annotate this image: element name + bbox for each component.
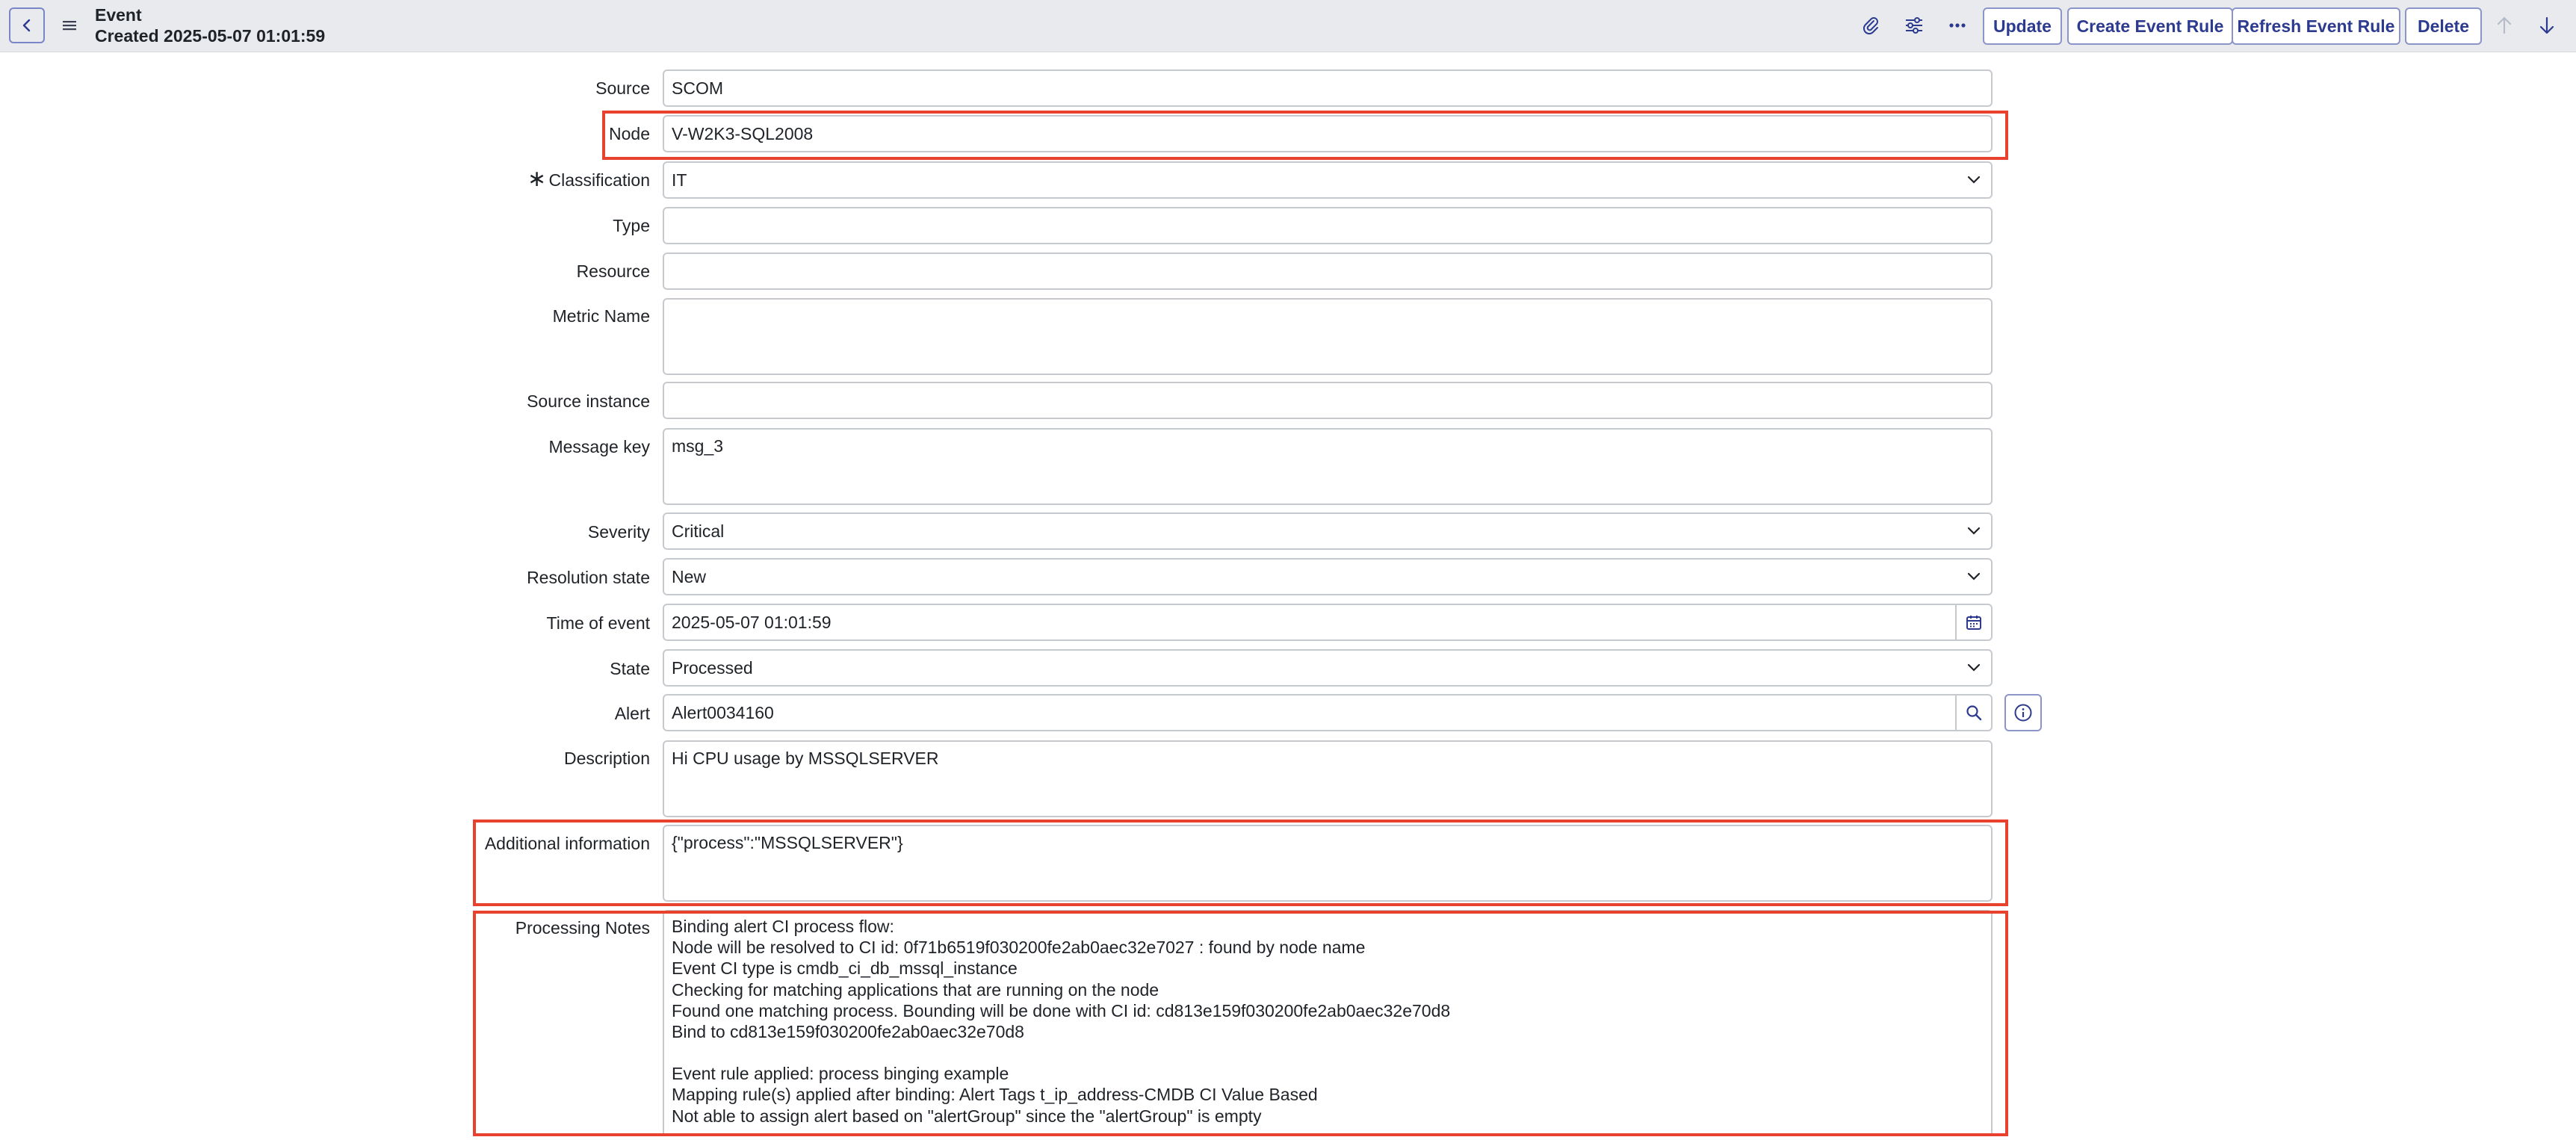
chevron-down-icon	[1966, 570, 1982, 583]
attachment-icon[interactable]	[1858, 13, 1883, 38]
resolution-state-label: Resolution state	[527, 568, 650, 587]
arrow-down-icon[interactable]	[2534, 13, 2560, 38]
form-header	[0, 0, 2576, 52]
processing-notes-line: Event CI type is cmdb_ci_db_mssql_instance	[672, 958, 1018, 979]
back-icon	[19, 18, 34, 33]
time-of-event-value: 2025-05-07 01:01:59	[672, 613, 832, 632]
record-title	[95, 4, 325, 46]
chevron-down-icon	[1966, 173, 1982, 187]
metric-name-label: Metric Name	[552, 306, 650, 326]
message-key-value: msg_3	[672, 436, 724, 456]
chevron-down-icon	[1966, 661, 1982, 675]
source-instance-field[interactable]	[663, 382, 1993, 419]
classification-select[interactable]	[663, 161, 1993, 199]
source-label: Source	[595, 78, 650, 98]
additional-information-field[interactable]	[663, 825, 1993, 902]
time-of-event-field[interactable]	[663, 604, 1957, 641]
alert-lookup-button[interactable]	[1955, 694, 1993, 731]
severity-select[interactable]	[663, 512, 1993, 550]
resource-field[interactable]	[663, 253, 1993, 290]
settings-sliders-icon[interactable]	[1901, 13, 1927, 38]
back-button[interactable]	[9, 7, 45, 43]
created-timestamp: Created 2025-05-07 01:01:59	[95, 26, 326, 46]
description-value: Hi CPU usage by MSSQLSERVER	[672, 749, 939, 768]
processing-notes-line: Event rule applied: process binging example	[672, 1064, 1009, 1084]
alert-value: Alert0034160	[672, 703, 774, 722]
delete-button[interactable]: Delete	[2405, 7, 2482, 45]
processing-notes-line: Bind to cd813e159f030200fe2ab0aec32e70d8	[672, 1022, 1024, 1042]
calendar-button[interactable]	[1955, 604, 1993, 641]
alert-field[interactable]	[663, 694, 1957, 731]
alert-label: Alert	[614, 704, 650, 723]
source-instance-label: Source instance	[527, 391, 650, 411]
processing-notes-field[interactable]	[663, 910, 1993, 1136]
resolution-state-value: New	[672, 567, 707, 586]
search-icon	[1965, 704, 1983, 722]
description-field[interactable]	[663, 740, 1993, 817]
info-icon	[2013, 703, 2033, 722]
calendar-icon	[1965, 613, 1983, 631]
required-mark: ∗	[527, 167, 547, 191]
time-of-event-label: Time of event	[546, 613, 650, 633]
processing-notes-line	[672, 1042, 1991, 1063]
state-label: State	[610, 659, 650, 678]
page-title: Event	[95, 5, 142, 25]
processing-notes-label: Processing Notes	[515, 918, 650, 938]
severity-value: Critical	[672, 521, 725, 541]
alert-info-button[interactable]	[2004, 694, 2042, 731]
state-select[interactable]	[663, 649, 1993, 687]
create-event-rule-button[interactable]: Create Event Rule	[2067, 7, 2233, 45]
message-key-field[interactable]	[663, 428, 1993, 505]
arrow-up-icon[interactable]	[2492, 13, 2517, 38]
more-icon[interactable]	[1945, 13, 1970, 38]
type-label: Type	[613, 216, 650, 235]
state-value: Processed	[672, 658, 753, 678]
node-label: Node	[609, 124, 650, 143]
source-field[interactable]	[663, 69, 1993, 107]
processing-notes-line: Found one matching process. Bounding will be done with CI id: cd813e159f030200fe2ab0aec32e70d8	[672, 1000, 1451, 1020]
refresh-event-rule-button[interactable]: Refresh Event Rule	[2232, 7, 2400, 45]
metric-name-field[interactable]	[663, 298, 1993, 375]
chevron-down-icon	[1966, 524, 1982, 538]
processing-notes-line: Binding alert CI process flow:	[672, 917, 894, 936]
node-field[interactable]	[663, 115, 1993, 152]
resource-label: Resource	[576, 261, 650, 281]
update-button[interactable]: Update	[1983, 7, 2062, 45]
menu-icon[interactable]	[61, 16, 78, 34]
type-field[interactable]	[663, 207, 1993, 244]
additional-information-value: {"process":"MSSQLSERVER"}	[672, 833, 903, 852]
processing-notes-line: Mapping rule(s) applied after binding: Alert Tags t_ip_address-CMDB CI Value Based	[672, 1085, 1318, 1105]
description-label: Description	[563, 749, 650, 768]
resolution-state-select[interactable]	[663, 558, 1993, 595]
source-value: SCOM	[672, 78, 723, 98]
severity-label: Severity	[587, 522, 650, 542]
processing-notes-line: Node will be resolved to CI id: 0f71b6519f030200fe2ab0aec32e7027 : found by node name	[672, 938, 1366, 958]
node-value: V-W2K3-SQL2008	[672, 124, 814, 143]
classification-value: IT	[672, 170, 687, 190]
processing-notes-line: Not able to assign alert based on "alertGroup" since the "alertGroup" is empty	[672, 1106, 1262, 1126]
classification-label: Classification	[548, 170, 650, 190]
processing-notes-line: Checking for matching applications that are running on the node	[672, 979, 1159, 1000]
additional-information-label: Additional information	[484, 834, 650, 853]
message-key-label: Message key	[548, 437, 650, 456]
